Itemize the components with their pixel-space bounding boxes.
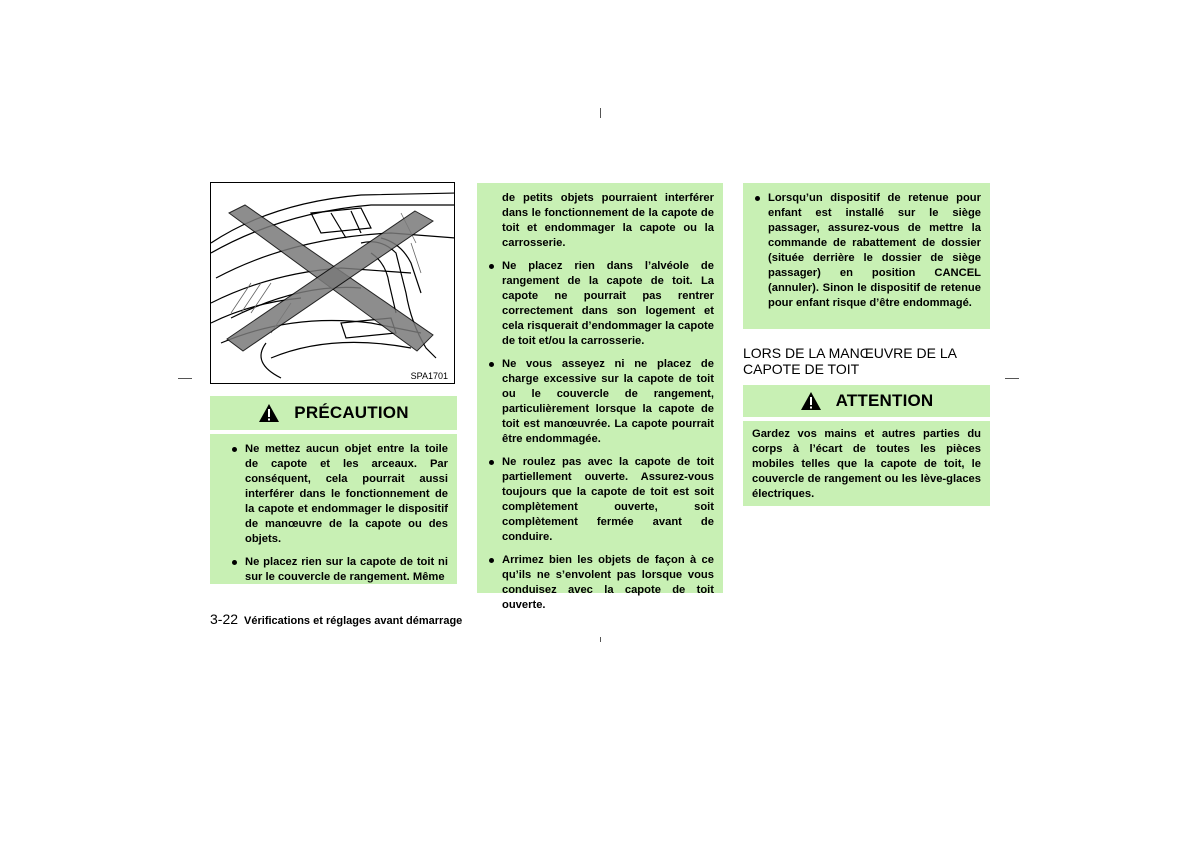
page-number: 3-22 — [210, 611, 239, 627]
precaution-item: Ne placez rien dans l’alvéole de rangement de la capote de toit. La capote ne pourrait pas rentrer correctement dans son logement et cela risquerait d’endommager la capote de toit et/ou la carrosserie. — [477, 259, 714, 349]
precaution-item: Ne vous asseyez ni ne placez de charge excessive sur la capote de toit ou le couvercle de rangement, particulièrement lorsque la capote de toit est manœuvrée. La capote pourrait être endommagée. — [477, 357, 714, 447]
page-footer — [210, 611, 462, 627]
warning-icon — [800, 391, 822, 411]
crop-mark-top — [600, 108, 601, 118]
attention-text: Gardez vos mains et autres parties du corps à l’écart de toutes les pièces mobiles telles que la capote de toit, le couvercle de rangement ou les lève-glaces électriques. — [752, 428, 981, 500]
crop-mark-left — [178, 378, 192, 379]
precaution-title: PRÉCAUTION — [294, 403, 409, 422]
convertible-roof-drawing — [211, 183, 455, 384]
illustration — [210, 182, 455, 384]
child-seat-box — [743, 183, 990, 329]
continuation-text: de petits objets pourraient interférer dans le fonctionnement de la capote de toit et endommager la capote ou la carrosserie. — [502, 192, 714, 249]
attention-header — [743, 385, 990, 417]
precaution-header — [210, 396, 457, 430]
attention-box — [743, 421, 990, 506]
precaution-item: Ne roulez pas avec la capote de toit partiellement ouverte. Assurez-vous toujours que la capote de toit est soit complètement ouverte, soit complètement fermée avant de conduire. — [477, 455, 714, 545]
precaution-item: Ne mettez aucun objet entre la toile de capote et les arceaux. Par conséquent, cela pourrait aussi interférer dans le fonctionnement de la capote et endommager le dispositif de manœuvre de la capote ou des objets. — [220, 442, 448, 547]
precaution-box — [210, 434, 457, 584]
attention-title: ATTENTION — [835, 391, 934, 410]
figure-code: SPA1701 — [410, 371, 448, 381]
precaution-item: Lorsqu’un dispositif de retenue pour enfant est installé sur le siège passager, assurez-vous de mettre la commande de rabattement de dossier (située derrière le dossier de siège passager) en position CANCEL (annuler). Sinon le dispositif de retenue pour enfant risque d’être endommagé. — [743, 191, 981, 311]
precaution-item: Ne placez rien sur la capote de toit ni sur le couvercle de rangement. Même — [220, 555, 448, 585]
precaution-item: Arrimez bien les objets de façon à ce qu’ils ne s’envolent pas lorsque vous conduisez avec la capote de toit ouverte. — [477, 553, 714, 613]
chapter-title: Vérifications et réglages avant démarrage — [244, 615, 463, 627]
section-title: LORS DE LA MANŒUVRE DE LA CAPOTE DE TOIT — [743, 345, 957, 377]
crop-mark-right — [1005, 378, 1019, 379]
precaution-continued-box — [477, 183, 723, 611]
warning-icon — [258, 403, 280, 423]
crop-mark-bottom — [600, 637, 601, 642]
